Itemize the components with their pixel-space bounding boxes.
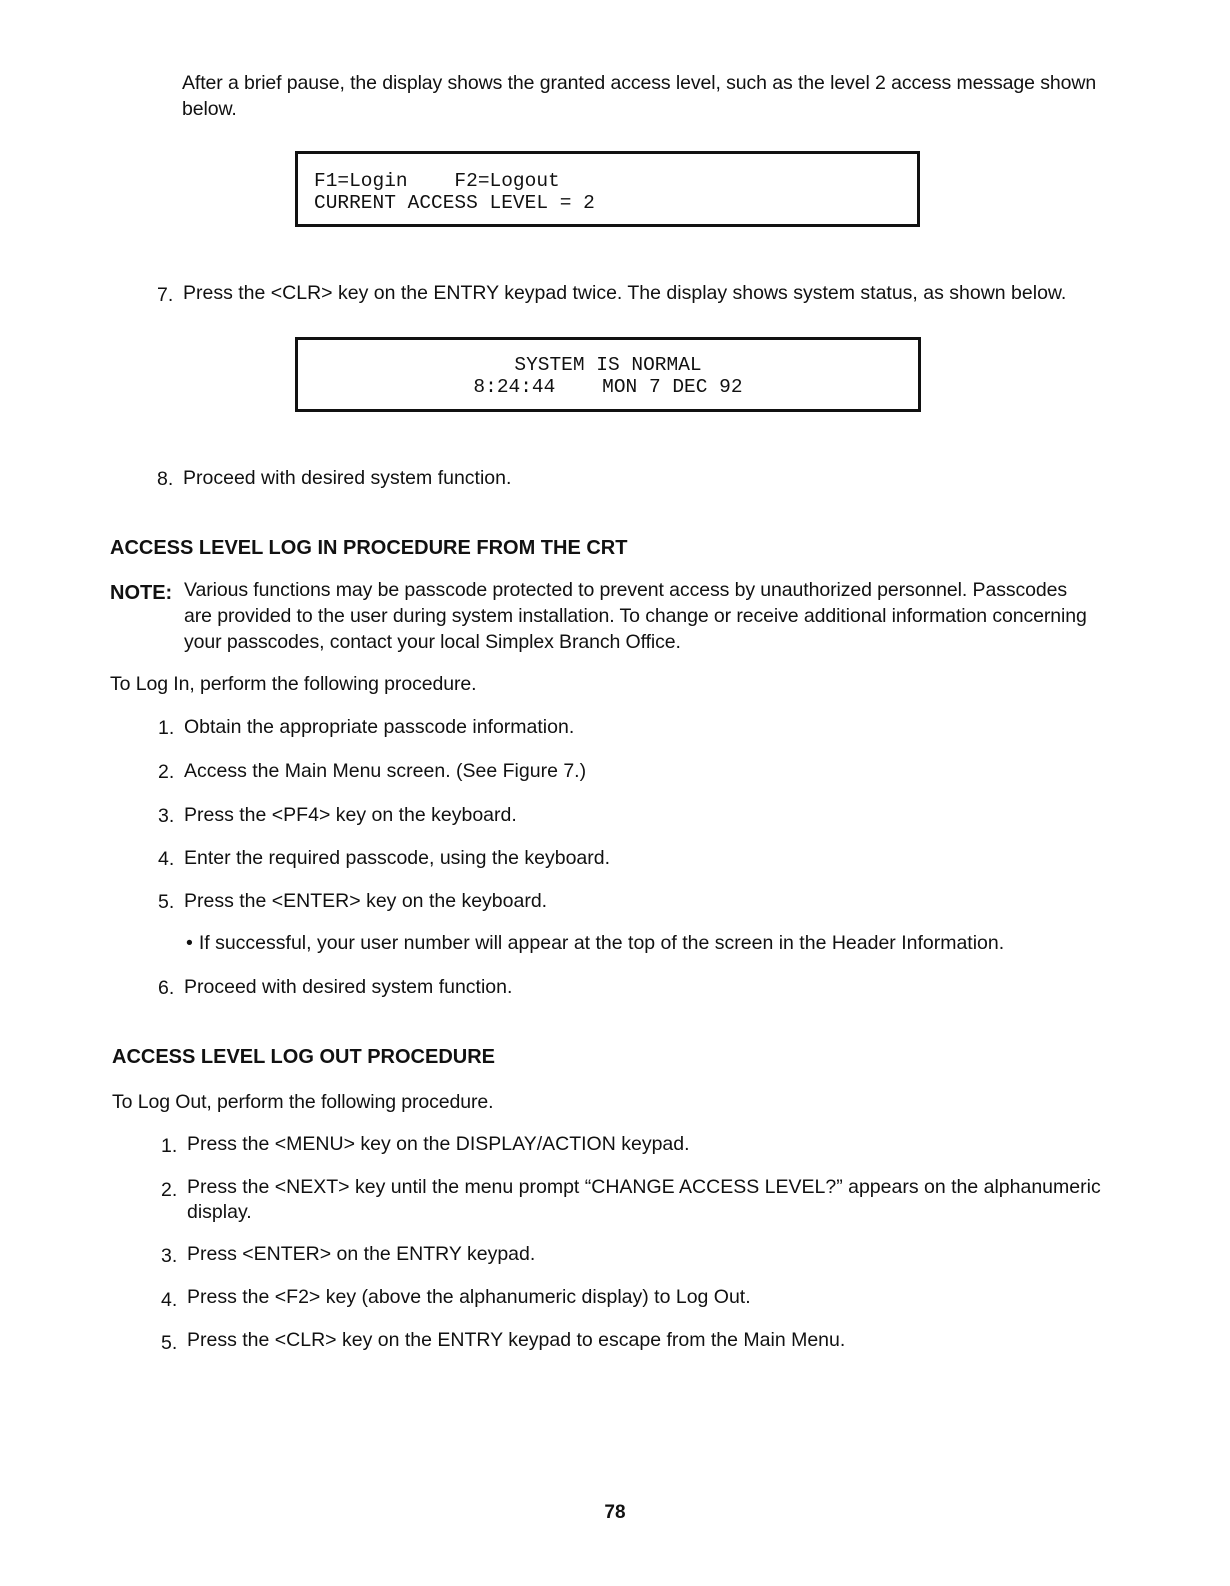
- note-text: [184, 577, 1124, 655]
- logout-step-5-text: Press the <CLR> key on the ENTRY keypad to escape from the Main Menu.: [187, 1329, 846, 1351]
- login-step-2-number: 2.: [158, 761, 175, 783]
- display-2-line-2: 8:24:44 MON 7 DEC 92: [473, 376, 743, 398]
- logout-step-5-number: 5.: [161, 1332, 178, 1354]
- display-1-line-1: F1=Login F2=Logout: [314, 170, 560, 192]
- logout-step-1-number: 1.: [161, 1135, 178, 1157]
- login-step-4-number: 4.: [158, 848, 175, 870]
- step-7-text: Press the <CLR> key on the ENTRY keypad twice. The display shows system status, as shown below.: [183, 282, 1067, 304]
- system-status-display: [295, 337, 921, 412]
- intro-line-1: After a brief pause, the display shows the granted access level, such as the level 2 access message shown: [182, 72, 1097, 94]
- access-level-display: [295, 151, 920, 227]
- note-line-1: Various functions may be passcode protected to prevent access by unauthorized personnel. Passcodes: [184, 579, 1068, 601]
- logout-step-3-number: 3.: [161, 1245, 178, 1267]
- logout-step-2-text: Press the <NEXT> key until the menu prompt “CHANGE ACCESS LEVEL?” appears on the alphanumeric: [187, 1176, 1101, 1198]
- login-step-3-number: 3.: [158, 805, 175, 827]
- login-step-6-text: Proceed with desired system function.: [184, 976, 513, 998]
- note-line-2: are provided to the user during system installation. To change or receive additional information concerning: [184, 605, 1087, 627]
- intro-line-2: below.: [182, 98, 237, 120]
- logout-step-4-text: Press the <F2> key (above the alphanumeric display) to Log Out.: [187, 1286, 751, 1308]
- login-step-4-text: Enter the required passcode, using the keyboard.: [184, 847, 611, 869]
- logout-step-2-text-cont: display.: [187, 1201, 252, 1223]
- login-bullet: • If successful, your user number will appear at the top of the screen in the Header Information.: [186, 930, 1004, 956]
- step-8-text: Proceed with desired system function.: [183, 467, 512, 489]
- display-1-line-2: CURRENT ACCESS LEVEL = 2: [314, 192, 595, 214]
- logout-intro: To Log Out, perform the following procedure.: [112, 1091, 494, 1113]
- step-8-number: 8.: [157, 468, 174, 490]
- login-step-1-text: Obtain the appropriate passcode information.: [184, 716, 575, 738]
- logout-step-1-text: Press the <MENU> key on the DISPLAY/ACTION keypad.: [187, 1133, 690, 1155]
- login-step-5-text: Press the <ENTER> key on the keyboard.: [184, 890, 548, 912]
- logout-step-3-text: Press <ENTER> on the ENTRY keypad.: [187, 1243, 536, 1265]
- login-intro: To Log In, perform the following procedure.: [110, 673, 477, 695]
- login-step-5-number: 5.: [158, 891, 175, 913]
- intro-paragraph: [182, 70, 1182, 122]
- crt-login-heading: ACCESS LEVEL LOG IN PROCEDURE FROM THE CRT: [110, 537, 628, 559]
- login-step-6-number: 6.: [158, 977, 175, 999]
- login-step-3-text: Press the <PF4> key on the keyboard.: [184, 804, 517, 826]
- logout-step-2-number: 2.: [161, 1179, 178, 1201]
- step-7-number: 7.: [157, 284, 174, 306]
- login-step-2-text: Access the Main Menu screen. (See Figure 7.): [184, 760, 587, 782]
- display-2-line-1: SYSTEM IS NORMAL: [514, 354, 702, 376]
- login-step-1-number: 1.: [158, 717, 175, 739]
- logout-step-4-number: 4.: [161, 1289, 178, 1311]
- note-label: NOTE:: [110, 582, 173, 604]
- page-number: 78: [604, 1502, 626, 1523]
- logout-heading: ACCESS LEVEL LOG OUT PROCEDURE: [112, 1046, 496, 1068]
- note-line-3: your passcodes, contact your local Simplex Branch Office.: [184, 631, 681, 653]
